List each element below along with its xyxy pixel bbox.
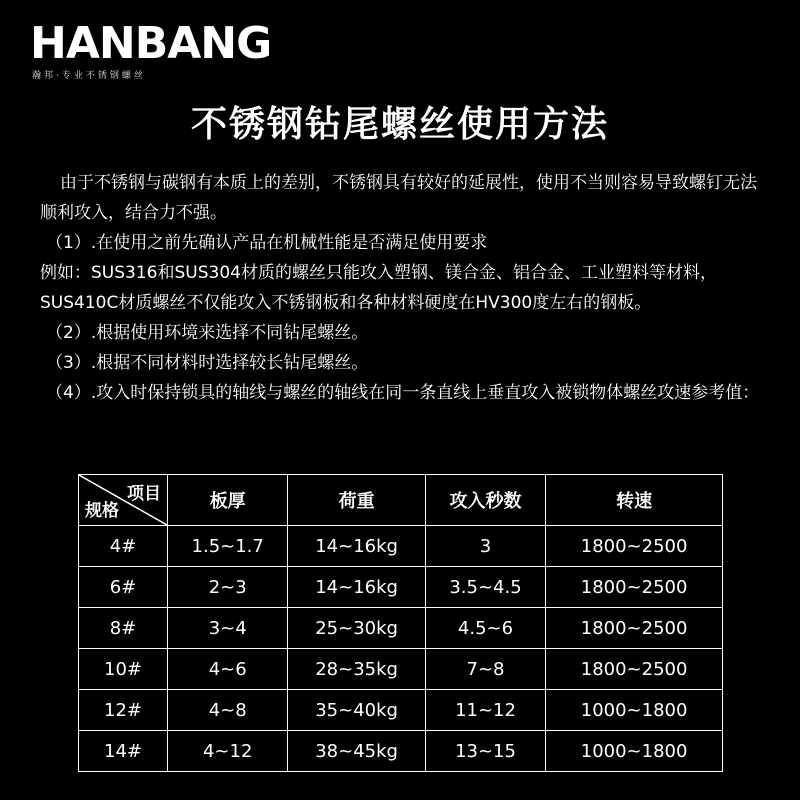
brand-name-right: BANG <box>134 18 272 69</box>
table-row <box>79 690 723 731</box>
header-speed: 转速 <box>546 475 723 526</box>
cell-spec: 6# <box>79 567 168 608</box>
cell-load: 38~45kg <box>288 731 425 772</box>
brand-wordmark <box>30 18 272 69</box>
cell-speed: 1800~2500 <box>546 526 723 567</box>
cell-thickness: 2~3 <box>168 567 288 608</box>
cell-seconds: 4.5~6 <box>425 608 545 649</box>
brand-tagline: 瀚邦·专业不锈钢螺丝 <box>32 71 146 81</box>
brand-name-left: HAN <box>30 18 135 69</box>
cell-load: 14~16kg <box>288 567 425 608</box>
cell-load: 25~30kg <box>288 608 425 649</box>
step-4: （4）.攻入时保持锁具的轴线与螺丝的轴线在同一条直线上垂直攻入被锁物体螺丝攻速参考值： <box>46 383 760 403</box>
cell-spec: 12# <box>79 690 168 731</box>
cell-seconds: 11~12 <box>425 690 545 731</box>
cell-seconds: 7~8 <box>425 649 545 690</box>
table-row <box>79 567 723 608</box>
cell-speed: 1800~2500 <box>546 567 723 608</box>
cell-seconds: 13~15 <box>425 731 545 772</box>
cell-speed: 1000~1800 <box>546 690 723 731</box>
cell-thickness: 3~4 <box>168 608 288 649</box>
instructions <box>40 168 770 408</box>
step-2: （2）.根据使用环境来选择不同钻尾螺丝。 <box>46 323 369 343</box>
header-thickness: 板厚 <box>168 475 288 526</box>
step-1: （1）.在使用之前先确认产品在机械性能是否满足使用要求 <box>46 233 488 253</box>
example-paragraph: 例如：SUS316和SUS304材质的螺丝只能攻入塑钢、镁合金、铝合金、工业塑料等材料，SUS410C材质螺丝不仅能攻入不锈钢板和各种材料硬度在HV300度左右的钢板。 <box>40 263 717 313</box>
header-seconds: 攻入秒数 <box>425 475 545 526</box>
table-header-row <box>79 475 723 526</box>
cell-seconds: 3.5~4.5 <box>425 567 545 608</box>
spec-table <box>78 474 723 772</box>
corner-label-item: 项目 <box>127 484 161 504</box>
table-row <box>79 526 723 567</box>
header-load: 荷重 <box>288 475 425 526</box>
cell-thickness: 4~8 <box>168 690 288 731</box>
brand-logo <box>30 18 272 81</box>
cell-load: 28~35kg <box>288 649 425 690</box>
cell-load: 35~40kg <box>288 690 425 731</box>
cell-speed: 1800~2500 <box>546 649 723 690</box>
table-row <box>79 608 723 649</box>
cell-spec: 14# <box>79 731 168 772</box>
cell-thickness: 4~12 <box>168 731 288 772</box>
cell-load: 14~16kg <box>288 526 425 567</box>
table-row <box>79 649 723 690</box>
intro-paragraph: 由于不锈钢与碳钢有本质上的差别，不锈钢具有较好的延展性，使用不当则容易导致螺钉无法顺利攻入，结合力不强。 <box>40 173 757 223</box>
cell-spec: 10# <box>79 649 168 690</box>
corner-cell <box>79 475 168 526</box>
cell-spec: 8# <box>79 608 168 649</box>
cell-speed: 1000~1800 <box>546 731 723 772</box>
step-3: （3）.根据不同材料时选择较长钻尾螺丝。 <box>46 353 369 373</box>
corner-label-spec: 规格 <box>85 501 119 521</box>
cell-seconds: 3 <box>425 526 545 567</box>
cell-spec: 4# <box>79 526 168 567</box>
cell-thickness: 1.5~1.7 <box>168 526 288 567</box>
cell-thickness: 4~6 <box>168 649 288 690</box>
page-title: 不锈钢钻尾螺丝使用方法 <box>190 104 609 145</box>
table-row <box>79 731 723 772</box>
cell-speed: 1800~2500 <box>546 608 723 649</box>
